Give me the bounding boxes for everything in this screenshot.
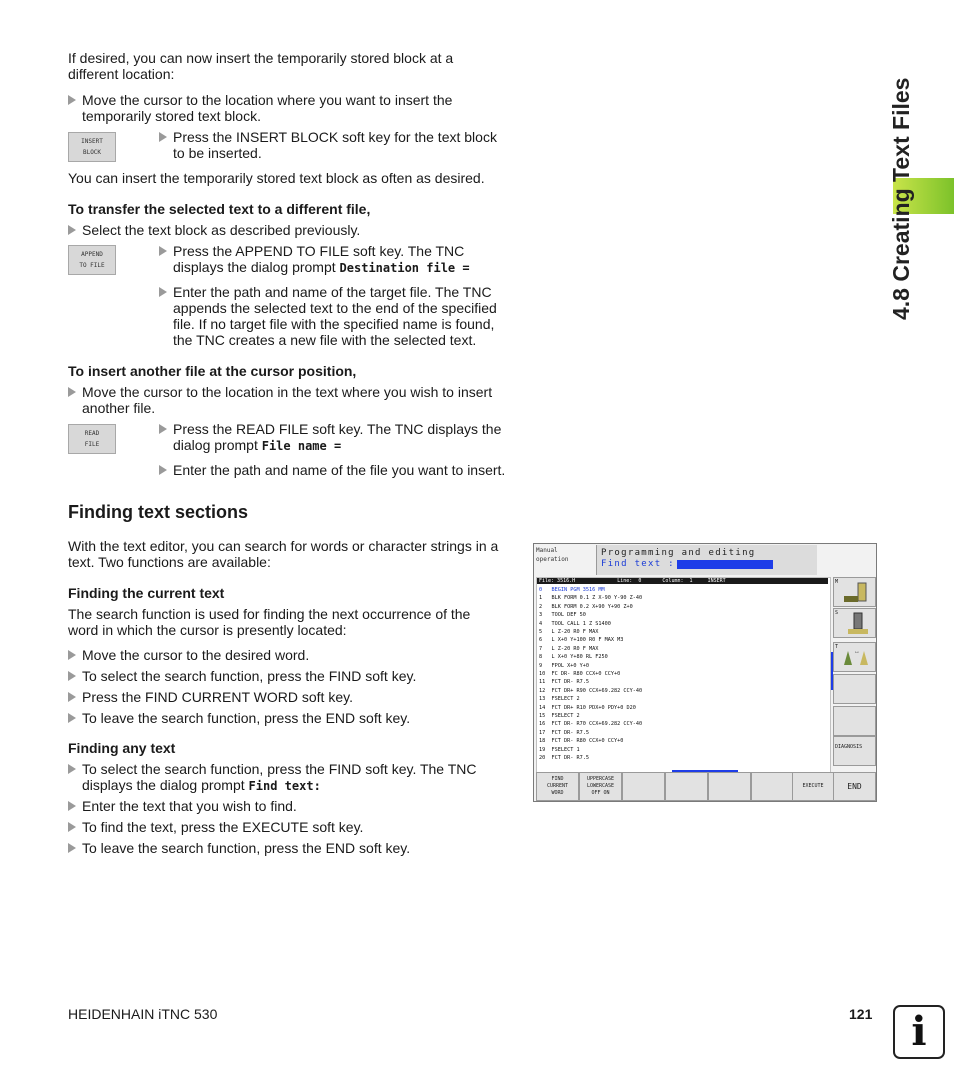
step-arrow-icon: [159, 287, 167, 297]
step-current-3: Press the FIND CURRENT WORD soft key.: [68, 689, 508, 705]
heading-finding-current: Finding the current text: [68, 585, 225, 601]
finding-intro: With the text editor, you can search for words or character strings in a text. Two functions are available:: [68, 538, 499, 570]
step-enter-target: Enter the path and name of the target file. The TNC appends the selected text to the end of the specified file. If no target file with the specified name is found, the TNC creates a new file with the selected text.: [159, 284, 514, 348]
program-line[interactable]: 2 BLK FORM 0.2 X+90 Y+90 Z+0: [539, 603, 633, 610]
heading-insert-file: To insert another file at the cursor position,: [68, 363, 357, 379]
screen-header: [596, 545, 817, 575]
section-title: Finding text sections: [68, 502, 249, 522]
step-arrow-icon: [159, 132, 167, 142]
softkey-blank-1[interactable]: [622, 772, 665, 801]
footer-manual-title: HEIDENHAIN iTNC 530: [68, 1006, 218, 1022]
step-arrow-icon: [159, 465, 167, 475]
program-line[interactable]: 8 L X+0 Y+80 RL F250: [539, 654, 608, 661]
program-line[interactable]: 14 FCT DR+ R10 PDX+0 PDY+0 D20: [539, 704, 636, 711]
program-line[interactable]: 6 L X+0 Y+100 R0 F MAX M3: [539, 637, 624, 644]
operating-mode: Manual operation: [536, 547, 569, 563]
step-select-block: Select the text block as described previously.: [68, 222, 498, 238]
step-arrow-icon: [68, 225, 76, 235]
step-arrow-icon: [159, 246, 167, 256]
program-line[interactable]: 18 FCT DR- R80 CCX+0 CCY+0: [539, 738, 624, 745]
uppercase-lowercase-softkey[interactable]: UPPERCASE LOWERCASE OFF ON: [579, 772, 622, 801]
program-line[interactable]: 16 FCT DR- R70 CCX+69.282 CCY-40: [539, 721, 643, 728]
tool-change-icon: [834, 643, 875, 671]
heading-transfer: To transfer the selected text to a different file,: [68, 201, 371, 217]
step-current-2: To select the search function, press the FIND soft key.: [68, 668, 508, 684]
step-arrow-icon: [68, 764, 76, 774]
side-softkey-blank-1[interactable]: [833, 674, 876, 704]
step-arrow-icon: [68, 843, 76, 853]
step-arrow-icon: [68, 692, 76, 702]
finding-current-paragraph: The search function is used for finding the next occurrence of the word in which the cursor is presently located:: [68, 606, 471, 638]
program-editor[interactable]: [536, 577, 831, 774]
program-line[interactable]: 12 FCT DR+ R90 CCX+69.282 CCY-40: [539, 687, 643, 694]
editor-status-line: File: 3516.H Line: 0 Column: 1 INSERT: [537, 578, 828, 584]
page-number: 121: [849, 1006, 873, 1022]
softkey-blank-4[interactable]: [751, 772, 794, 801]
insert-block-softkey[interactable]: INSERT BLOCK: [68, 132, 116, 162]
step-arrow-icon: [68, 387, 76, 397]
paragraph-insert-often: You can insert the temporarily stored text block as often as desired.: [68, 170, 485, 186]
program-line[interactable]: 10 FC DR- R80 CCX+0 CCY+0: [539, 671, 621, 677]
step-current-1: Move the cursor to the desired word.: [68, 647, 508, 663]
intro-paragraph: If desired, you can now insert the temporarily stored block at a different location:: [68, 50, 454, 82]
program-line[interactable]: 4 TOOL CALL 1 Z S1400: [539, 620, 611, 627]
program-line[interactable]: 9 FPOL X+0 Y+0: [539, 662, 589, 669]
step-arrow-icon: [159, 424, 167, 434]
step-any-2: Enter the text that you wish to find.: [68, 798, 508, 814]
execute-softkey[interactable]: EXECUTE: [792, 772, 834, 801]
side-softkey-blank-2[interactable]: [833, 706, 876, 736]
program-line[interactable]: 15 FSELECT 2: [539, 713, 580, 719]
chapter-title: 4.8 Creating Text Files: [888, 77, 914, 320]
step-insert-block: Press the INSERT BLOCK soft key for the text block to be inserted.: [159, 129, 509, 161]
program-line[interactable]: 19 FSELECT 1: [539, 746, 580, 753]
step-arrow-icon: [68, 95, 76, 105]
program-line[interactable]: 7 L Z-20 R0 F MAX: [539, 645, 599, 652]
side-softkey-m[interactable]: M: [833, 577, 876, 607]
side-softkey-diagnosis[interactable]: DIAGNOSIS: [833, 736, 876, 766]
step-arrow-icon: [68, 801, 76, 811]
step-read-file: Press the READ FILE soft key. The TNC displays the dialog prompt File name =: [159, 421, 514, 454]
read-file-softkey[interactable]: READ FILE: [68, 424, 116, 454]
svg-text:↔: ↔: [854, 649, 860, 655]
side-softkey-t[interactable]: T ↔: [833, 642, 876, 672]
append-to-file-softkey[interactable]: APPEND TO FILE: [68, 245, 116, 275]
step-any-4: To leave the search function, press the END soft key.: [68, 840, 508, 856]
step-arrow-icon: [68, 713, 76, 723]
step-arrow-icon: [68, 671, 76, 681]
program-line[interactable]: 5 L Z-20 R0 F MAX: [539, 629, 599, 635]
step-current-4: To leave the search function, press the END soft key.: [68, 710, 508, 726]
machine-spindle-icon: [834, 578, 875, 606]
step-any-3: To find the text, press the EXECUTE soft key.: [68, 819, 508, 835]
step-enter-file: Enter the path and name of the file you want to insert.: [159, 462, 519, 478]
step-any-1: To select the search function, press the FIND soft key. The TNC displays the dialog prompt Find text:: [68, 761, 508, 794]
heading-finding-any: Finding any text: [68, 740, 176, 756]
spindle-tool-icon: [834, 609, 875, 637]
find-text-input[interactable]: [677, 560, 773, 569]
info-icon: i: [893, 1005, 945, 1059]
program-line[interactable]: 1 BLK FORM 0.1 Z X-90 Y-90 Z-40: [539, 595, 643, 602]
step-move-cursor-file: Move the cursor to the location in the text where you wish to insert another file.: [68, 384, 513, 416]
program-line[interactable]: 13 FSELECT 2: [539, 696, 580, 703]
program-line[interactable]: 3 TOOL DEF 50: [539, 612, 586, 619]
side-softkey-s[interactable]: S: [833, 608, 876, 638]
program-line[interactable]: 0 BEGIN PGM 3516 MM: [539, 587, 605, 593]
step-arrow-icon: [68, 822, 76, 832]
softkey-blank-3[interactable]: [708, 772, 751, 801]
header-mode-text: Programming and editing: [601, 548, 756, 558]
program-line[interactable]: 20 FCT DR- R7.5: [539, 755, 589, 761]
step-append: Press the APPEND TO FILE soft key. The TNC displays the dialog prompt Destination file =: [159, 243, 499, 276]
program-line[interactable]: 17 FCT DR- R7.5: [539, 729, 589, 736]
step-move-cursor: Move the cursor to the location where you want to insert the temporarily stored text block.: [68, 92, 488, 124]
program-line[interactable]: 11 FCT DR- R7.5: [539, 679, 589, 686]
tnc-screen: [533, 543, 877, 802]
step-arrow-icon: [68, 650, 76, 660]
find-text-prompt: Find text :: [601, 559, 675, 569]
end-softkey[interactable]: END: [833, 772, 876, 801]
find-current-word-softkey[interactable]: FIND CURRENT WORD: [536, 772, 579, 801]
softkey-blank-2[interactable]: [665, 772, 708, 801]
